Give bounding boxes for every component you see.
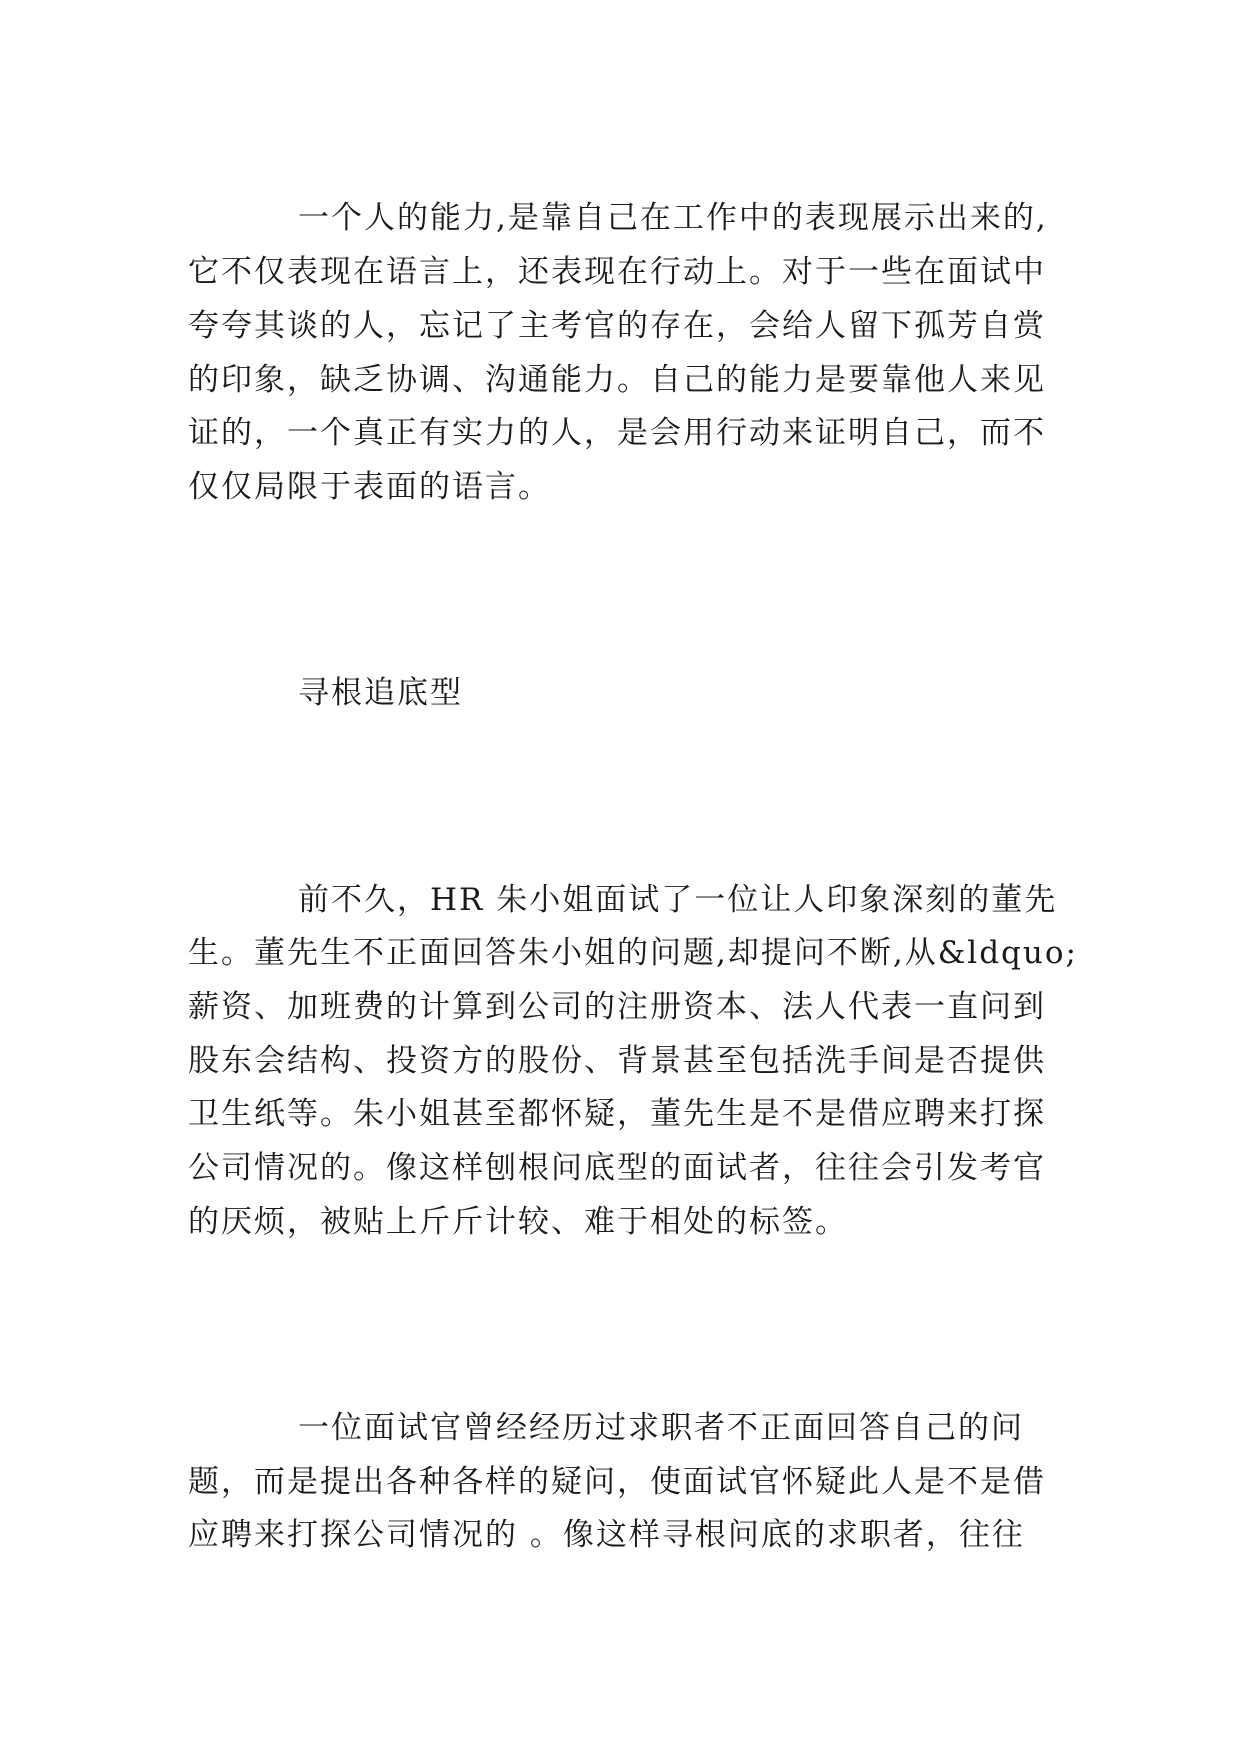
paragraph-4-line-2: 题，而是提出各种各样的疑问，使面试官怀疑此人是不是借 <box>188 1464 1046 1500</box>
paragraph-4-line-1: 一位面试官曾经经历过求职者不正面回答自己的问 <box>298 1410 1024 1446</box>
paragraph-1-line-4: 的印象，缺乏协调、沟通能力。自己的能力是要靠他人来见 <box>188 362 1046 398</box>
paragraph-3-line-3: 薪资、加班费的计算到公司的注册资本、法人代表一直问到 <box>188 989 1046 1025</box>
paragraph-1-line-6: 仅仅局限于表面的语言。 <box>188 469 551 505</box>
section-heading: 寻根追底型 <box>298 675 463 711</box>
paragraph-3-line-4: 股东会结构、投资方的股份、背景甚至包括洗手间是否提供 <box>188 1043 1046 1079</box>
paragraph-3-line-2: 生。董先生不正面回答朱小姐的问题,却提问不断,从&ldquo; <box>188 935 1078 971</box>
paragraph-1-line-5: 证的，一个真正有实力的人，是会用行动来证明自己，而不 <box>188 415 1046 451</box>
paragraph-1-line-2: 它不仅表现在语言上，还表现在行动上。对于一些在面试中 <box>188 254 1046 290</box>
paragraph-3-line-5: 卫生纸等。朱小姐甚至都怀疑，董先生是不是借应聘来打探 <box>188 1096 1046 1132</box>
paragraph-3-line-7: 的厌烦，被贴上斤斤计较、难于相处的标签。 <box>188 1204 848 1240</box>
paragraph-4-line-3: 应聘来打探公司情况的 。像这样寻根问底的求职者，往往 <box>188 1517 1025 1553</box>
paragraph-1-line-1: 一个人的能力,是靠自己在工作中的表现展示出来的, <box>298 200 1048 236</box>
paragraph-1-line-3: 夸夸其谈的人，忘记了主考官的存在，会给人留下孤芳自赏 <box>188 308 1046 344</box>
paragraph-3-line-6: 公司情况的。像这样刨根问底型的面试者，往往会引发考官 <box>188 1150 1046 1186</box>
paragraph-3-line-1: 前不久，HR 朱小姐面试了一位让人印象深刻的董先 <box>298 882 1058 918</box>
